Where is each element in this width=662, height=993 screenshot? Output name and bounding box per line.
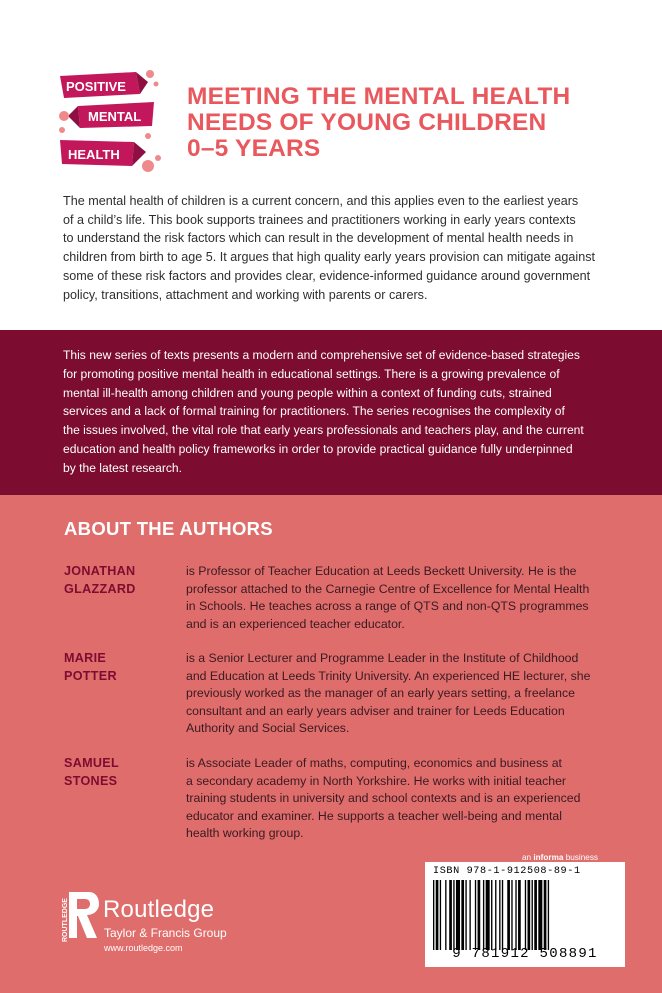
barcode-bar [478, 880, 481, 950]
barcode-bar [511, 880, 512, 950]
barcode-bar [453, 880, 454, 950]
author-name [64, 650, 117, 685]
publisher-group: Taylor & Francis Group [104, 926, 227, 940]
barcode-bar [538, 880, 542, 950]
bio-line: is Professor of Teacher Education at Leeds Beckett University. He is the [186, 564, 577, 578]
bio-line: training students in university and school contexts and is an experienced [186, 791, 581, 805]
book-description [63, 192, 623, 304]
barcode-bar [440, 880, 441, 950]
title-line: NEEDS OF YOUNG CHILDREN [187, 109, 547, 136]
description-line: The mental health of children is a current concern, and this applies even to the earliest years [63, 194, 579, 208]
barcode-bar [499, 880, 500, 950]
description-line: some of these risk factors and provides clear, evidence-informed guidance around government [63, 268, 591, 283]
series-logo [56, 70, 166, 180]
barcode-bar [534, 880, 537, 950]
barcode-bar [544, 880, 547, 950]
barcode-bar [502, 880, 503, 950]
bio-line: is a Senior Lecturer and Programme Leader in the Institute of Childhood [186, 651, 579, 665]
author-name-line: POTTER [64, 668, 117, 683]
barcode-bar [518, 880, 521, 950]
title-line: MEETING THE MENTAL HEALTH [187, 83, 571, 110]
barcode-bar [528, 880, 531, 950]
barcode-bar [548, 880, 549, 950]
publisher-vertical-text: ROUTLEDGE [62, 898, 69, 942]
isbn-label: ISBN 978-1-912508-89-1 [433, 866, 581, 877]
logo-line3: HEALTH [68, 147, 120, 162]
series-band [0, 330, 662, 495]
series-line: mental ill-health among children and young people within a context of funding cuts, strained [63, 385, 552, 400]
description-line: to understand the risk factors which can result in the development of mental health needs in [63, 231, 574, 246]
barcode-bar [515, 880, 516, 950]
barcode-bars [433, 880, 617, 950]
bio-line: educator and examiner. He supports a teacher well-being and mental [186, 808, 562, 823]
bio-line: consultant and an early years adviser and trainer for Leeds Education [186, 703, 565, 718]
publisher-url: www.routledge.com [104, 943, 183, 953]
author-name-line: JONATHAN [64, 564, 136, 578]
barcode-bar [507, 880, 510, 950]
author-name-line: SAMUEL [64, 756, 119, 770]
barcode-bar [491, 880, 492, 950]
author-name [64, 755, 119, 790]
bio-line: is Associate Leader of maths, computing, economics and business at [186, 756, 562, 770]
barcode-bar [465, 880, 466, 950]
series-line: services and a lack of formal training for practitioners. The series recognises the complexity of [63, 404, 565, 419]
description-line: of a child’s life. This book supports trainees and practitioners working in early years contexts [63, 212, 576, 227]
barcode-bar [456, 880, 460, 950]
bio-line: previously worked as the manager of an early years setting, a freelance [186, 686, 575, 700]
informa-suffix: business [565, 853, 599, 862]
barcode [425, 862, 625, 967]
author-name-line: STONES [64, 773, 118, 788]
bio-line: a secondary academy in North Yorkshire. He works with initial teacher [186, 773, 567, 788]
series-line: for promoting positive mental health in educational settings. There is a growing prevalence of [63, 366, 560, 381]
informa-tagline [522, 853, 598, 862]
publisher-name: Routledge [103, 896, 215, 923]
series-line: by the latest research. [63, 460, 182, 475]
bio-line: in Schools. He teaches across a range of QTS and non-QTS programmes [186, 599, 589, 613]
description-line: policy, transitions, attachment and working with parents or carers. [63, 287, 428, 302]
author-bio [186, 563, 616, 633]
barcode-number: 9 781912 508891 [452, 946, 598, 962]
barcode-bar [469, 880, 470, 950]
informa-prefix: an [522, 853, 532, 862]
logo-line1: POSITIVE [66, 79, 126, 94]
bio-line: and is an experienced teacher educator. [186, 616, 405, 631]
informa-brand: informa [533, 853, 564, 862]
series-description [63, 346, 623, 478]
author-name [64, 563, 136, 598]
barcode-bar [445, 880, 446, 950]
bio-line: professor attached to the Carnegie Centre of Excellence for Mental Health [186, 581, 590, 596]
barcode-bar [461, 880, 464, 950]
author-bio [186, 650, 616, 738]
bio-line: and Education at Leeds Trinity University. An experienced HE lecturer, she [186, 668, 591, 683]
barcode-bar [449, 880, 452, 950]
barcode-bar [436, 880, 439, 950]
barcode-bar [532, 880, 533, 950]
book-title [187, 84, 647, 162]
series-line: the issues involved, the vital role that early years professionals and teachers play, and the current [63, 423, 584, 438]
series-line: education and health policy frameworks in order to provide practical guidance fully underpinned [63, 441, 573, 456]
barcode-bar [495, 880, 496, 950]
author-name-line: GLAZZARD [64, 581, 136, 596]
barcode-bar [486, 880, 490, 950]
bio-line: Authority and Social Services. [186, 721, 350, 735]
author-name-line: MARIE [64, 651, 107, 665]
title-line: 0–5 YEARS [187, 135, 321, 162]
top-panel [0, 0, 662, 330]
bio-line: health working group. [186, 826, 304, 840]
about-authors-heading: ABOUT THE AUTHORS [64, 518, 273, 539]
barcode-bar [433, 880, 434, 950]
barcode-bar [475, 880, 476, 950]
barcode-bar [483, 880, 484, 950]
series-line: This new series of texts presents a modern and comprehensive set of evidence-based strategies [63, 348, 580, 362]
author-bio [186, 755, 616, 843]
series-logo-graphic [56, 70, 166, 180]
logo-line2: MENTAL [88, 109, 142, 124]
description-line: children from birth to age 5. It argues that high quality early years provision can mitigate against [63, 250, 596, 265]
barcode-bar [525, 880, 526, 950]
